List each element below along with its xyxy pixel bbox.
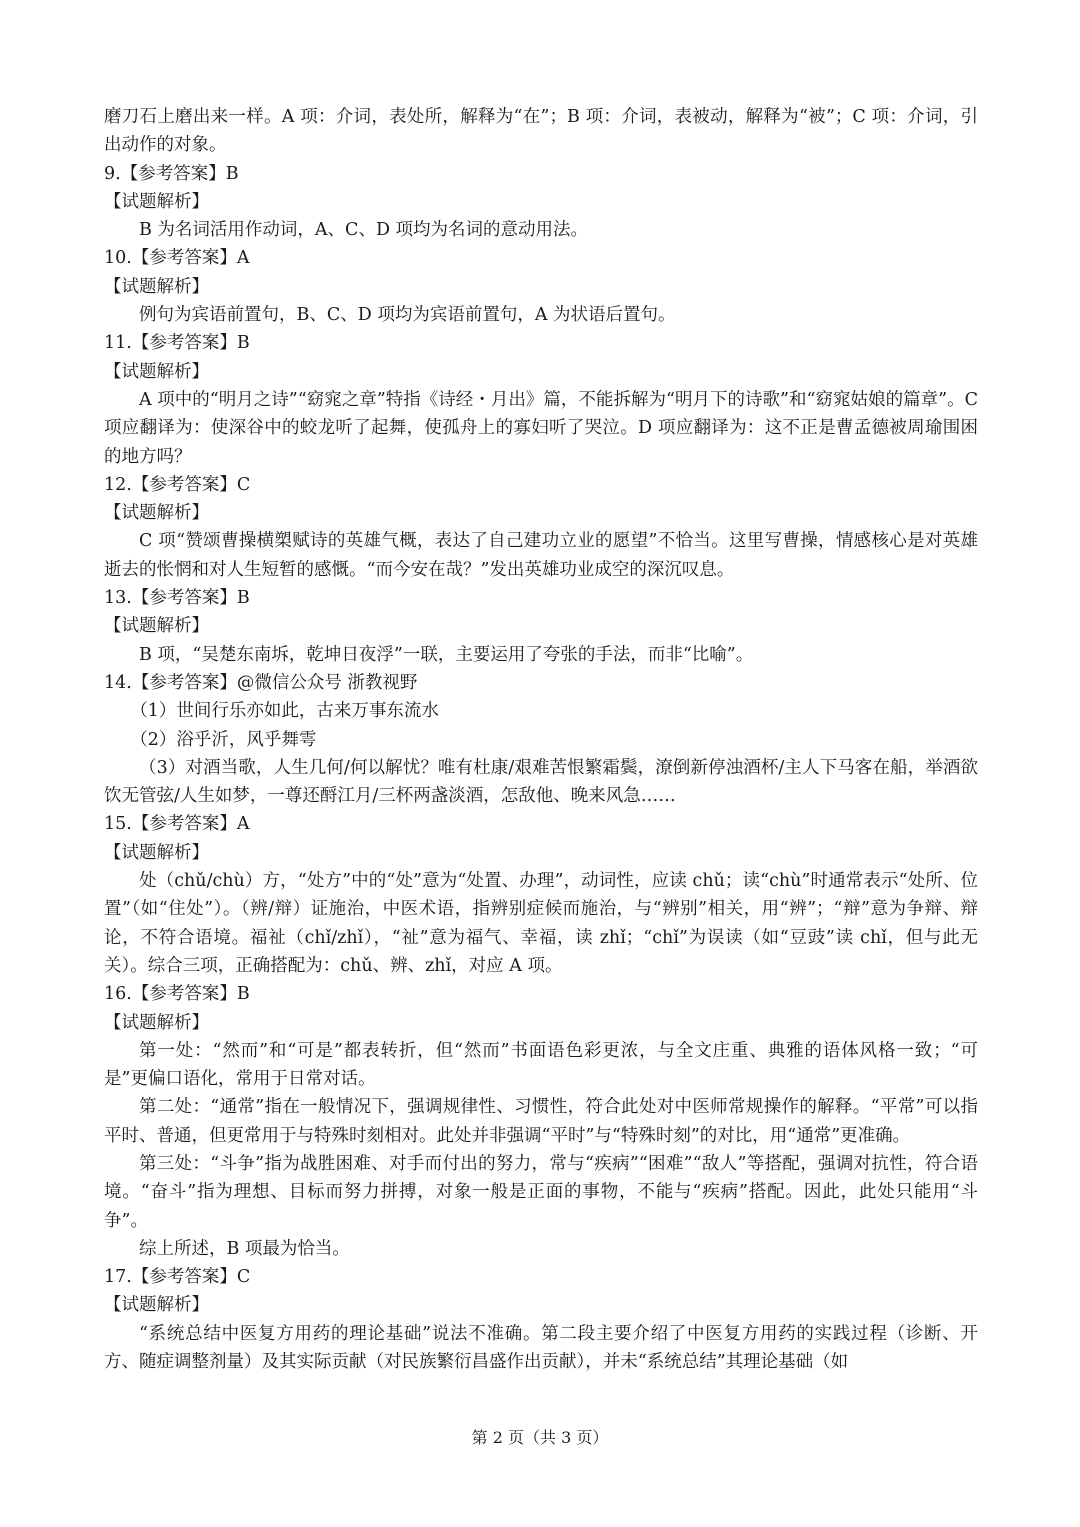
- explanation-16-part-2: 第二处：“通常”指在一般情况下，强调规律性、习惯性，符合此处对中医师常规操作的解释。“平常”可以指平时、普通，但更常用于与特殊时刻相对。此处并非强调“平时”与“特殊时刻”的对比，用“通常”更准确。: [104, 1097, 978, 1146]
- explanation-13: B 项，“吴楚东南坼，乾坤日夜浮”一联，主要运用了夸张的手法，而非“比喻”。: [139, 644, 754, 665]
- answer-14: 14.【参考答案】@微信公众号 浙教视野: [104, 672, 418, 693]
- answer-14-item-2: （2）浴乎沂，风乎舞雩: [130, 729, 317, 750]
- explanation-heading-16: 【试题解析】: [104, 1012, 209, 1033]
- document-body: [104, 103, 978, 1376]
- answer-14-item-1: （1）世间行乐亦如此，古来万事东流水: [130, 701, 439, 722]
- answer-15: 15.【参考答案】A: [104, 814, 250, 835]
- explanation-12: C 项“赞颂曹操横槊赋诗的英雄气概，表达了自己建功立业的愿望”不恰当。这里写曹操，情感核心是对英雄逝去的怅惘和对人生短暂的感慨。“而今安在哉？”发出英雄功业成空的深沉叹息。: [104, 531, 978, 580]
- explanation-heading-11: 【试题解析】: [104, 361, 209, 382]
- answer-17: 17.【参考答案】C: [104, 1267, 251, 1288]
- answer-13: 13.【参考答案】B: [104, 588, 250, 609]
- explanation-heading-12: 【试题解析】: [104, 503, 209, 524]
- answer-9: 9.【参考答案】B: [104, 163, 239, 184]
- explanation-9: B 为名词活用作动词，A、C、D 项均为名词的意动用法。: [139, 220, 589, 241]
- explanation-10: 例句为宾语前置句，B、C、D 项均为宾语前置句，A 为状语后置句。: [139, 305, 676, 326]
- explanation-heading-15: 【试题解析】: [104, 842, 209, 863]
- explanation-heading-17: 【试题解析】: [104, 1295, 209, 1316]
- answer-12: 12.【参考答案】C: [104, 474, 251, 495]
- paragraph-8-explanation-continued: 磨刀石上磨出来一样。A 项：介词，表处所，解释为“在”；B 项：介词，表被动，解释为“被”；C 项：介词，引出动作的对象。: [104, 107, 978, 156]
- explanation-16-part-3: 第三处：“斗争”指为战胜困难、对手而付出的努力，常与“疾病”“困难”“敌人”等搭配，强调对抗性，符合语境。“奋斗”指为理想、目标而努力拼搏，对象一般是正面的事物，不能与“疾病”搭配。因此，此处只能用“斗争”。: [104, 1153, 978, 1231]
- answer-10: 10.【参考答案】A: [104, 248, 250, 269]
- answer-14-item-3: （3）对酒当歌，人生几何/何以解忧？唯有杜康/艰难苦恨繁霜鬓，潦倒新停浊酒杯/主人下马客在船，举酒欲饮无管弦/人生如梦，一尊还酹江月/三杯两盏淡酒，怎敌他、晚来风急……: [104, 757, 978, 807]
- explanation-17: “系统总结中医复方用药的理论基础”说法不准确。第二段主要介绍了中医复方用药的实践过程（诊断、开方、随症调整剂量）及其实际贡献（对民族繁衍昌盛作出贡献），并未“系统总结”其理论基础（如: [104, 1323, 978, 1373]
- explanation-16-part-1: 第一处：“然而”和“可是”都表转折，但“然而”书面语色彩更浓，与全文庄重、典雅的语体风格一致；“可是”更偏口语化，常用于日常对话。: [104, 1040, 978, 1090]
- answer-11: 11.【参考答案】B: [104, 333, 250, 354]
- explanation-heading-10: 【试题解析】: [104, 276, 209, 297]
- explanation-heading-9: 【试题解析】: [104, 191, 209, 212]
- answer-16: 16.【参考答案】B: [104, 984, 250, 1005]
- explanation-15: 处（chǔ/chù）方，“处方”中的“处”意为“处置、办理”，动词性，应读 chǔ；读“chù”时通常表示“处所、位置”（如“住处”）。（辨/辩）证施治，中医术语，指辨别症候而施治，与“辨别”相关，用“辨”；“辩”意为争辩、辩论，不符合语境。福祉（chǐ/zhǐ），“祉”意为福气、幸福，读 zhǐ；“chǐ”为误读（如“豆豉”读 chǐ，但与此无关）。综合三项，正确搭配为：chǔ、辨、zhǐ，对应 A 项。: [104, 871, 978, 976]
- explanation-11: A 项中的“明月之诗”“窈窕之章”特指《诗经・月出》篇，不能拆解为“明月下的诗歌”和“窈窕姑娘的篇章”。C 项应翻译为：使深谷中的蛟龙听了起舞，使孤舟上的寡妇听了哭泣。D 项应翻译为：这不正是曹孟德被周瑜围困的地方吗？: [104, 389, 978, 467]
- explanation-heading-13: 【试题解析】: [104, 616, 209, 637]
- page-footer: 第 2 页（共 3 页）: [471, 1428, 609, 1447]
- explanation-16-summary: 综上所述，B 项最为恰当。: [139, 1238, 350, 1259]
